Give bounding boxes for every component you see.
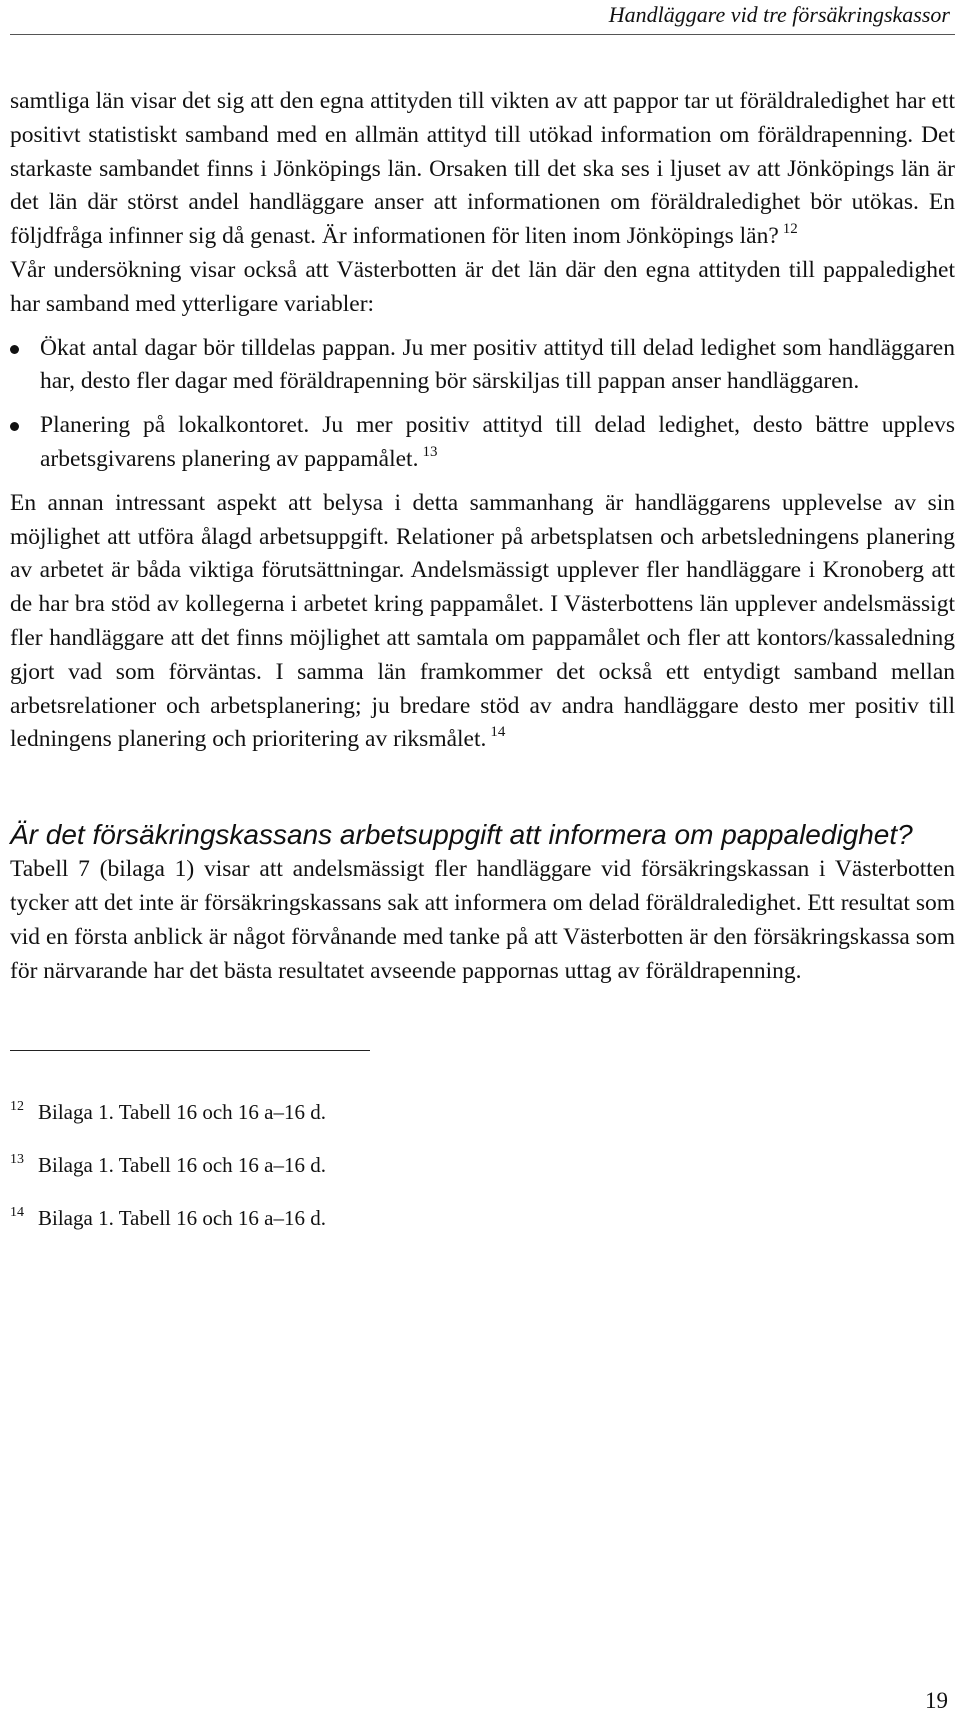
paragraph-2: Vår undersökning visar också att Västerbotten är det län där den egna attityden till pappaledighet har samband med ytterligare variabler:: [10, 256, 955, 317]
bullet-dot-icon: [10, 422, 19, 431]
paragraph-3: [10, 487, 955, 757]
footnotes: [10, 1093, 955, 1232]
footnote-ref-14[interactable]: 14: [490, 724, 506, 741]
footnote-number: 12: [10, 1099, 24, 1115]
footnote-14: [10, 1199, 955, 1232]
footnote-ref-13[interactable]: 13: [422, 443, 438, 460]
footnote-12: [10, 1093, 955, 1126]
paragraph-1: [10, 85, 955, 254]
paragraph-4: Tabell 7 (bilaga 1) visar att andelsmässigt fler handläggare vid försäkringskassan i Västerbotten tycker att det inte är försäkringskassans sak att informera om delad föräldraledighet. Ett resultat som vid en första anblick är något förvånande med tanke på att Västerbotten är den försäkringskassa som för närvarande har det bästa resultatet avseende pappornas uttag av föräldrapenning.: [10, 856, 955, 984]
footnote-text: Bilaga 1. Tabell 16 och 16 a–16 d.: [38, 1206, 327, 1231]
footnote-text: Bilaga 1. Tabell 16 och 16 a–16 d.: [38, 1153, 327, 1178]
page-number: 19: [925, 1688, 948, 1713]
header-rule: [10, 34, 955, 35]
bullet-item-1-text: Ökat antal dagar bör tilldelas pappan. Ju mer positiv attityd till delad ledighet som handläggaren har, desto fler dagar med föräldrapenning bör särskiljas till pappan anser handläggaren.: [40, 334, 955, 395]
footnote-ref-12[interactable]: 12: [782, 221, 798, 238]
bullet-list: [10, 332, 955, 477]
bullet-item-1: [10, 332, 955, 400]
section-heading: Är det försäkringskassans arbetsuppgift att informera om pappaledighet?: [10, 819, 913, 851]
footnote-rule: [10, 1050, 370, 1051]
page-body: [10, 85, 955, 1252]
bullet-item-2-text: Planering på lokalkontoret. Ju mer positiv attityd till delad ledighet, desto bättre upplevs arbetsgivarens planering av pappamålet.: [40, 412, 955, 472]
running-header: Handläggare vid tre försäkringskassor: [608, 2, 950, 27]
bullet-item-2: [10, 409, 955, 477]
footnote-number: 14: [10, 1205, 24, 1221]
paragraph-1-text: samtliga län visar det sig att den egna attityden till vikten av att pappor tar ut föräldraledighet har ett positivt statistiskt samband med en allmän attityd till utökad information om föräldrapenning. Det starkaste sambandet finns i Jönköpings län. Orsaken till det ska ses i ljuset av att Jönköpings län är det län där störst andel handläggare anser att informationen om föräldraledighet bör utökas. En följdfråga infinner sig då genast. Är informationen för liten inom Jönköpings län?: [10, 88, 955, 250]
paragraph-3-text: En annan intressant aspekt att belysa i detta sammanhang är handläggarens upplevelse av sin möjlighet att utföra ålagd arbetsuppgift. Relationer på arbetsplatsen och arbetsledningens planering av arbetet är båda viktiga förutsättningar. Andelsmässigt upplever fler handläggare i Kronoberg att de har bra stöd av kollegerna i arbetet kring pappamålet. I Västerbottens län upplever andelsmässigt fler handläggare att det finns möjlighet att samtala om pappamålet och fler att kontors/kassaledning gjort vad som förväntas. I samma län framkommer det också ett entydigt samband mellan arbetsrelationer och arbetsplanering; ju bredare stöd av andra handläggare desto mer positiv till ledningens planering och prioritering av riksmålet.: [10, 489, 955, 753]
footnote-13: [10, 1146, 955, 1179]
footnote-text: Bilaga 1. Tabell 16 och 16 a–16 d.: [38, 1100, 327, 1125]
bullet-dot-icon: [10, 345, 19, 354]
footnote-number: 13: [10, 1152, 24, 1168]
